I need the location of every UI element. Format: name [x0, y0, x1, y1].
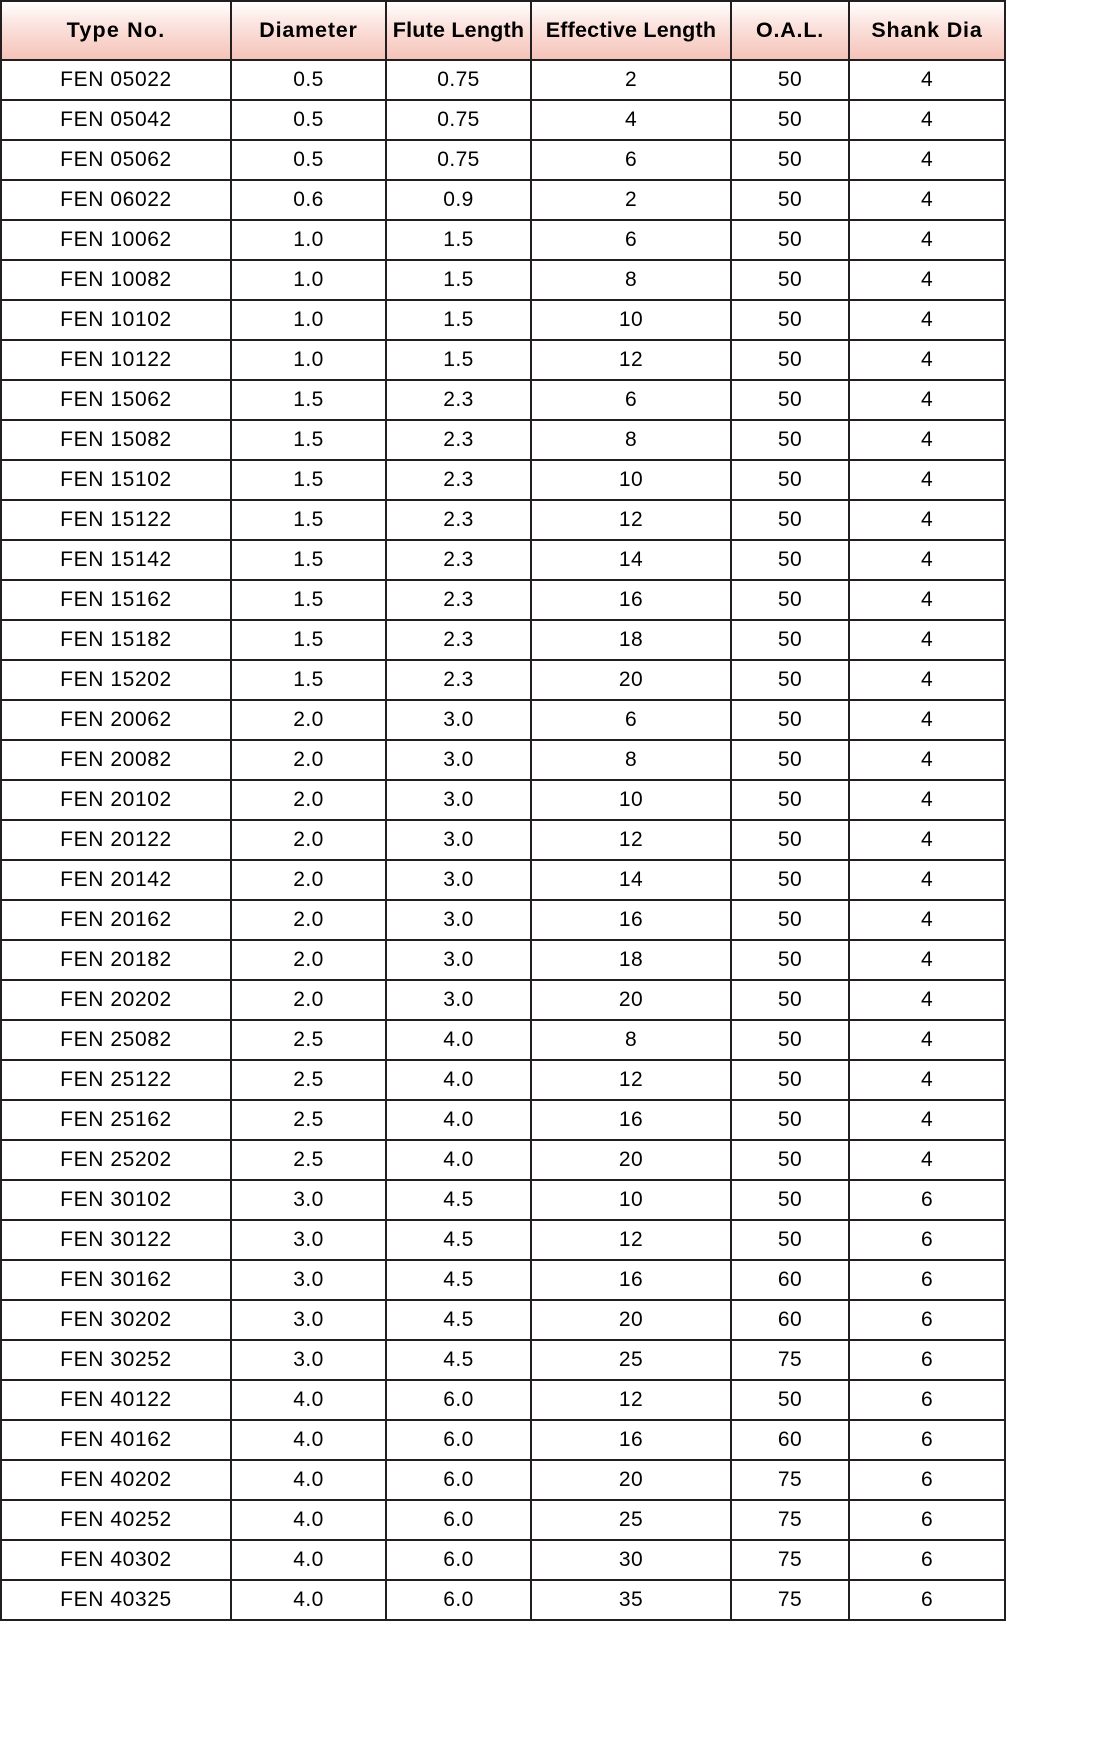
- cell-type-no: FEN 40252: [1, 1500, 231, 1540]
- column-header-diameter: Diameter: [231, 1, 386, 60]
- table-cell: 1.5: [386, 260, 531, 300]
- table-cell: 14: [531, 860, 731, 900]
- table-cell: 4: [849, 620, 1005, 660]
- table-row: [1, 260, 1005, 300]
- table-cell: 50: [731, 820, 849, 860]
- table-cell: 50: [731, 700, 849, 740]
- table-row: [1, 340, 1005, 380]
- table-cell: 2.5: [231, 1020, 386, 1060]
- cell-type-no: FEN 15102: [1, 460, 231, 500]
- cell-type-no: FEN 15082: [1, 420, 231, 460]
- column-header-shank-dia: Shank Dia: [849, 1, 1005, 60]
- table-cell: 50: [731, 180, 849, 220]
- table-cell: 2.3: [386, 620, 531, 660]
- cell-type-no: FEN 20162: [1, 900, 231, 940]
- table-cell: 50: [731, 1140, 849, 1180]
- table-cell: 0.75: [386, 100, 531, 140]
- table-row: [1, 1100, 1005, 1140]
- table-cell: 2.5: [231, 1100, 386, 1140]
- table-cell: 60: [731, 1260, 849, 1300]
- table-cell: 2: [531, 180, 731, 220]
- table-row: [1, 740, 1005, 780]
- table-cell: 50: [731, 1180, 849, 1220]
- cell-type-no: FEN 20182: [1, 940, 231, 980]
- table-cell: 4.0: [386, 1020, 531, 1060]
- table-cell: 16: [531, 900, 731, 940]
- cell-type-no: FEN 30162: [1, 1260, 231, 1300]
- table-cell: 8: [531, 740, 731, 780]
- cell-type-no: FEN 25122: [1, 1060, 231, 1100]
- table-cell: 2.0: [231, 860, 386, 900]
- table-cell: 50: [731, 860, 849, 900]
- table-cell: 2.5: [231, 1060, 386, 1100]
- table-cell: 50: [731, 1220, 849, 1260]
- table-cell: 3.0: [386, 740, 531, 780]
- cell-type-no: FEN 30252: [1, 1340, 231, 1380]
- table-row: [1, 1420, 1005, 1460]
- table-cell: 75: [731, 1340, 849, 1380]
- table-row: [1, 820, 1005, 860]
- table-cell: 1.5: [231, 580, 386, 620]
- table-cell: 4: [849, 1020, 1005, 1060]
- table-row: [1, 660, 1005, 700]
- table-cell: 4: [849, 180, 1005, 220]
- cell-type-no: FEN 20122: [1, 820, 231, 860]
- table-row: [1, 420, 1005, 460]
- table-row: [1, 620, 1005, 660]
- cell-type-no: FEN 40202: [1, 1460, 231, 1500]
- cell-type-no: FEN 40302: [1, 1540, 231, 1580]
- cell-type-no: FEN 10102: [1, 300, 231, 340]
- table-cell: 4.5: [386, 1340, 531, 1380]
- table-cell: 20: [531, 980, 731, 1020]
- table-cell: 50: [731, 1100, 849, 1140]
- cell-type-no: FEN 25202: [1, 1140, 231, 1180]
- table-cell: 16: [531, 580, 731, 620]
- cell-type-no: FEN 15202: [1, 660, 231, 700]
- table-cell: 1.5: [386, 220, 531, 260]
- table-cell: 4.0: [386, 1060, 531, 1100]
- cell-type-no: FEN 15062: [1, 380, 231, 420]
- table-cell: 6: [849, 1540, 1005, 1580]
- table-cell: 4: [849, 780, 1005, 820]
- table-cell: 4.5: [386, 1260, 531, 1300]
- cell-type-no: FEN 30122: [1, 1220, 231, 1260]
- table-row: [1, 1380, 1005, 1420]
- table-row: [1, 220, 1005, 260]
- table-cell: 25: [531, 1340, 731, 1380]
- cell-type-no: FEN 15182: [1, 620, 231, 660]
- table-cell: 6: [531, 700, 731, 740]
- table-cell: 3.0: [386, 900, 531, 940]
- table-cell: 75: [731, 1540, 849, 1580]
- column-header-flute-length: Flute Length: [386, 1, 531, 60]
- table-cell: 4: [531, 100, 731, 140]
- table-cell: 50: [731, 340, 849, 380]
- table-row: [1, 500, 1005, 540]
- table-cell: 10: [531, 300, 731, 340]
- table-cell: 50: [731, 940, 849, 980]
- table-cell: 6: [849, 1580, 1005, 1620]
- table-cell: 6: [849, 1180, 1005, 1220]
- table-cell: 4: [849, 1060, 1005, 1100]
- table-row: [1, 100, 1005, 140]
- table-cell: 6: [849, 1380, 1005, 1420]
- table-cell: 2.0: [231, 900, 386, 940]
- table-cell: 12: [531, 1060, 731, 1100]
- table-cell: 50: [731, 740, 849, 780]
- table-row: [1, 900, 1005, 940]
- table-row: [1, 980, 1005, 1020]
- table-cell: 18: [531, 940, 731, 980]
- table-cell: 1.5: [231, 380, 386, 420]
- table-cell: 4.5: [386, 1180, 531, 1220]
- table-cell: 2.3: [386, 460, 531, 500]
- table-cell: 6: [849, 1460, 1005, 1500]
- table-cell: 4: [849, 420, 1005, 460]
- table-cell: 12: [531, 1220, 731, 1260]
- table-cell: 12: [531, 500, 731, 540]
- table-cell: 0.6: [231, 180, 386, 220]
- table-cell: 12: [531, 340, 731, 380]
- table-cell: 50: [731, 420, 849, 460]
- table-row: [1, 60, 1005, 100]
- table-cell: 4: [849, 740, 1005, 780]
- cell-type-no: FEN 40325: [1, 1580, 231, 1620]
- table-cell: 3.0: [231, 1220, 386, 1260]
- table-cell: 6: [531, 380, 731, 420]
- table-cell: 60: [731, 1420, 849, 1460]
- table-cell: 4: [849, 700, 1005, 740]
- table-cell: 4: [849, 340, 1005, 380]
- table-cell: 30: [531, 1540, 731, 1580]
- table-cell: 6: [849, 1420, 1005, 1460]
- table-row: [1, 1140, 1005, 1180]
- table-cell: 2.3: [386, 540, 531, 580]
- table-cell: 6.0: [386, 1540, 531, 1580]
- table-row: [1, 460, 1005, 500]
- table-cell: 14: [531, 540, 731, 580]
- cell-type-no: FEN 30202: [1, 1300, 231, 1340]
- table-cell: 8: [531, 1020, 731, 1060]
- table-cell: 4: [849, 860, 1005, 900]
- table-cell: 6: [531, 140, 731, 180]
- table-cell: 0.9: [386, 180, 531, 220]
- table-cell: 4: [849, 300, 1005, 340]
- table-cell: 4: [849, 540, 1005, 580]
- table-cell: 4.0: [231, 1500, 386, 1540]
- table-cell: 4: [849, 900, 1005, 940]
- table-cell: 8: [531, 420, 731, 460]
- table-cell: 50: [731, 460, 849, 500]
- table-cell: 6: [849, 1220, 1005, 1260]
- table-cell: 50: [731, 780, 849, 820]
- table-cell: 4.5: [386, 1300, 531, 1340]
- cell-type-no: FEN 15162: [1, 580, 231, 620]
- table-cell: 20: [531, 660, 731, 700]
- table-cell: 75: [731, 1460, 849, 1500]
- table-cell: 20: [531, 1300, 731, 1340]
- cell-type-no: FEN 05042: [1, 100, 231, 140]
- table-cell: 4: [849, 380, 1005, 420]
- table-row: [1, 1180, 1005, 1220]
- cell-type-no: FEN 10122: [1, 340, 231, 380]
- table-cell: 2.5: [231, 1140, 386, 1180]
- cell-type-no: FEN 25082: [1, 1020, 231, 1060]
- table-cell: 3.0: [386, 980, 531, 1020]
- table-cell: 35: [531, 1580, 731, 1620]
- table-cell: 3.0: [386, 780, 531, 820]
- table-cell: 2.0: [231, 780, 386, 820]
- table-cell: 1.5: [231, 420, 386, 460]
- table-cell: 2.0: [231, 980, 386, 1020]
- table-cell: 50: [731, 980, 849, 1020]
- table-cell: 6.0: [386, 1580, 531, 1620]
- table-cell: 0.75: [386, 140, 531, 180]
- column-header-type-no: Type No.: [1, 1, 231, 60]
- table-cell: 6: [849, 1260, 1005, 1300]
- table-cell: 3.0: [231, 1300, 386, 1340]
- table-cell: 1.5: [231, 660, 386, 700]
- table-cell: 2: [531, 60, 731, 100]
- table-cell: 4.0: [231, 1420, 386, 1460]
- table-cell: 75: [731, 1500, 849, 1540]
- table-cell: 1.0: [231, 220, 386, 260]
- table-cell: 8: [531, 260, 731, 300]
- table-cell: 4: [849, 100, 1005, 140]
- table-row: [1, 1300, 1005, 1340]
- table-row: [1, 540, 1005, 580]
- table-cell: 1.5: [231, 460, 386, 500]
- table-cell: 2.3: [386, 580, 531, 620]
- header-row: [1, 1, 1005, 60]
- column-header-oal: O.A.L.: [731, 1, 849, 60]
- table-cell: 50: [731, 100, 849, 140]
- table-cell: 50: [731, 1020, 849, 1060]
- table-cell: 3.0: [386, 700, 531, 740]
- table-cell: 4.0: [231, 1580, 386, 1620]
- table-cell: 75: [731, 1580, 849, 1620]
- table-cell: 18: [531, 620, 731, 660]
- table-cell: 2.3: [386, 660, 531, 700]
- table-cell: 4.0: [386, 1140, 531, 1180]
- table-cell: 1.0: [231, 260, 386, 300]
- cell-type-no: FEN 10062: [1, 220, 231, 260]
- column-header-effective-length: Effective Length: [531, 1, 731, 60]
- table-cell: 4: [849, 460, 1005, 500]
- table-cell: 4.0: [231, 1540, 386, 1580]
- cell-type-no: FEN 10082: [1, 260, 231, 300]
- table-cell: 2.3: [386, 500, 531, 540]
- table-cell: 16: [531, 1260, 731, 1300]
- table-cell: 50: [731, 260, 849, 300]
- cell-type-no: FEN 05062: [1, 140, 231, 180]
- cell-type-no: FEN 30102: [1, 1180, 231, 1220]
- table-row: [1, 140, 1005, 180]
- table-cell: 50: [731, 140, 849, 180]
- table-cell: 3.0: [386, 940, 531, 980]
- table-cell: 3.0: [231, 1260, 386, 1300]
- table-cell: 1.5: [231, 620, 386, 660]
- table-cell: 6.0: [386, 1380, 531, 1420]
- table-cell: 1.0: [231, 300, 386, 340]
- table-row: [1, 940, 1005, 980]
- table-cell: 6.0: [386, 1460, 531, 1500]
- table-cell: 6.0: [386, 1500, 531, 1540]
- table-cell: 1.0: [231, 340, 386, 380]
- table-cell: 4: [849, 220, 1005, 260]
- table-cell: 1.5: [386, 340, 531, 380]
- table-cell: 3.0: [231, 1340, 386, 1380]
- table-row: [1, 1500, 1005, 1540]
- table-cell: 16: [531, 1420, 731, 1460]
- table-cell: 4: [849, 660, 1005, 700]
- table-cell: 50: [731, 660, 849, 700]
- table-cell: 4.0: [386, 1100, 531, 1140]
- table-cell: 4: [849, 1140, 1005, 1180]
- table-cell: 10: [531, 460, 731, 500]
- table-cell: 50: [731, 380, 849, 420]
- table-header: [1, 1, 1005, 60]
- table-cell: 4.5: [386, 1220, 531, 1260]
- table-cell: 4: [849, 260, 1005, 300]
- table-cell: 4.0: [231, 1460, 386, 1500]
- table-cell: 0.5: [231, 140, 386, 180]
- cell-type-no: FEN 05022: [1, 60, 231, 100]
- cell-type-no: FEN 25162: [1, 1100, 231, 1140]
- table-row: [1, 180, 1005, 220]
- table-cell: 10: [531, 1180, 731, 1220]
- table-row: [1, 1220, 1005, 1260]
- table-cell: 0.5: [231, 100, 386, 140]
- table-row: [1, 1540, 1005, 1580]
- cell-type-no: FEN 06022: [1, 180, 231, 220]
- table-row: [1, 300, 1005, 340]
- table-cell: 3.0: [231, 1180, 386, 1220]
- table-cell: 4: [849, 940, 1005, 980]
- cell-type-no: FEN 20082: [1, 740, 231, 780]
- table-row: [1, 380, 1005, 420]
- cell-type-no: FEN 40122: [1, 1380, 231, 1420]
- table-body: [1, 60, 1005, 1620]
- table-cell: 3.0: [386, 820, 531, 860]
- table-cell: 50: [731, 540, 849, 580]
- table-cell: 25: [531, 1500, 731, 1540]
- table-cell: 60: [731, 1300, 849, 1340]
- table-cell: 10: [531, 780, 731, 820]
- table-cell: 50: [731, 60, 849, 100]
- table-cell: 50: [731, 580, 849, 620]
- table-cell: 6: [849, 1500, 1005, 1540]
- table-cell: 50: [731, 620, 849, 660]
- table-cell: 6: [531, 220, 731, 260]
- table-cell: 4: [849, 1100, 1005, 1140]
- table-row: [1, 580, 1005, 620]
- table-row: [1, 1460, 1005, 1500]
- cell-type-no: FEN 40162: [1, 1420, 231, 1460]
- table-cell: 50: [731, 1060, 849, 1100]
- table-cell: 12: [531, 820, 731, 860]
- table-cell: 50: [731, 300, 849, 340]
- table-cell: 1.5: [231, 500, 386, 540]
- table-row: [1, 860, 1005, 900]
- table-cell: 1.5: [231, 540, 386, 580]
- table-cell: 2.3: [386, 380, 531, 420]
- table-cell: 6.0: [386, 1420, 531, 1460]
- table-cell: 4: [849, 580, 1005, 620]
- table-cell: 20: [531, 1140, 731, 1180]
- table-row: [1, 1020, 1005, 1060]
- table-cell: 1.5: [386, 300, 531, 340]
- table-cell: 2.0: [231, 940, 386, 980]
- table-cell: 4: [849, 820, 1005, 860]
- table-cell: 0.75: [386, 60, 531, 100]
- table-row: [1, 1060, 1005, 1100]
- cell-type-no: FEN 15142: [1, 540, 231, 580]
- table-cell: 2.0: [231, 740, 386, 780]
- table-cell: 50: [731, 1380, 849, 1420]
- cell-type-no: FEN 20102: [1, 780, 231, 820]
- cell-type-no: FEN 20202: [1, 980, 231, 1020]
- table-cell: 4: [849, 140, 1005, 180]
- table-row: [1, 1340, 1005, 1380]
- table-cell: 2.0: [231, 700, 386, 740]
- table-cell: 3.0: [386, 860, 531, 900]
- table-cell: 4: [849, 60, 1005, 100]
- table-cell: 2.3: [386, 420, 531, 460]
- table-cell: 4.0: [231, 1380, 386, 1420]
- table-cell: 0.5: [231, 60, 386, 100]
- table-cell: 16: [531, 1100, 731, 1140]
- cell-type-no: FEN 20062: [1, 700, 231, 740]
- table-cell: 20: [531, 1460, 731, 1500]
- table-row: [1, 780, 1005, 820]
- table-cell: 12: [531, 1380, 731, 1420]
- table-cell: 2.0: [231, 820, 386, 860]
- table-cell: 6: [849, 1340, 1005, 1380]
- table-cell: 6: [849, 1300, 1005, 1340]
- cell-type-no: FEN 15122: [1, 500, 231, 540]
- table-cell: 4: [849, 500, 1005, 540]
- cell-type-no: FEN 20142: [1, 860, 231, 900]
- table-cell: 50: [731, 500, 849, 540]
- table-cell: 50: [731, 900, 849, 940]
- table-cell: 4: [849, 980, 1005, 1020]
- table-row: [1, 1260, 1005, 1300]
- table-row: [1, 700, 1005, 740]
- table-row: [1, 1580, 1005, 1620]
- table-cell: 50: [731, 220, 849, 260]
